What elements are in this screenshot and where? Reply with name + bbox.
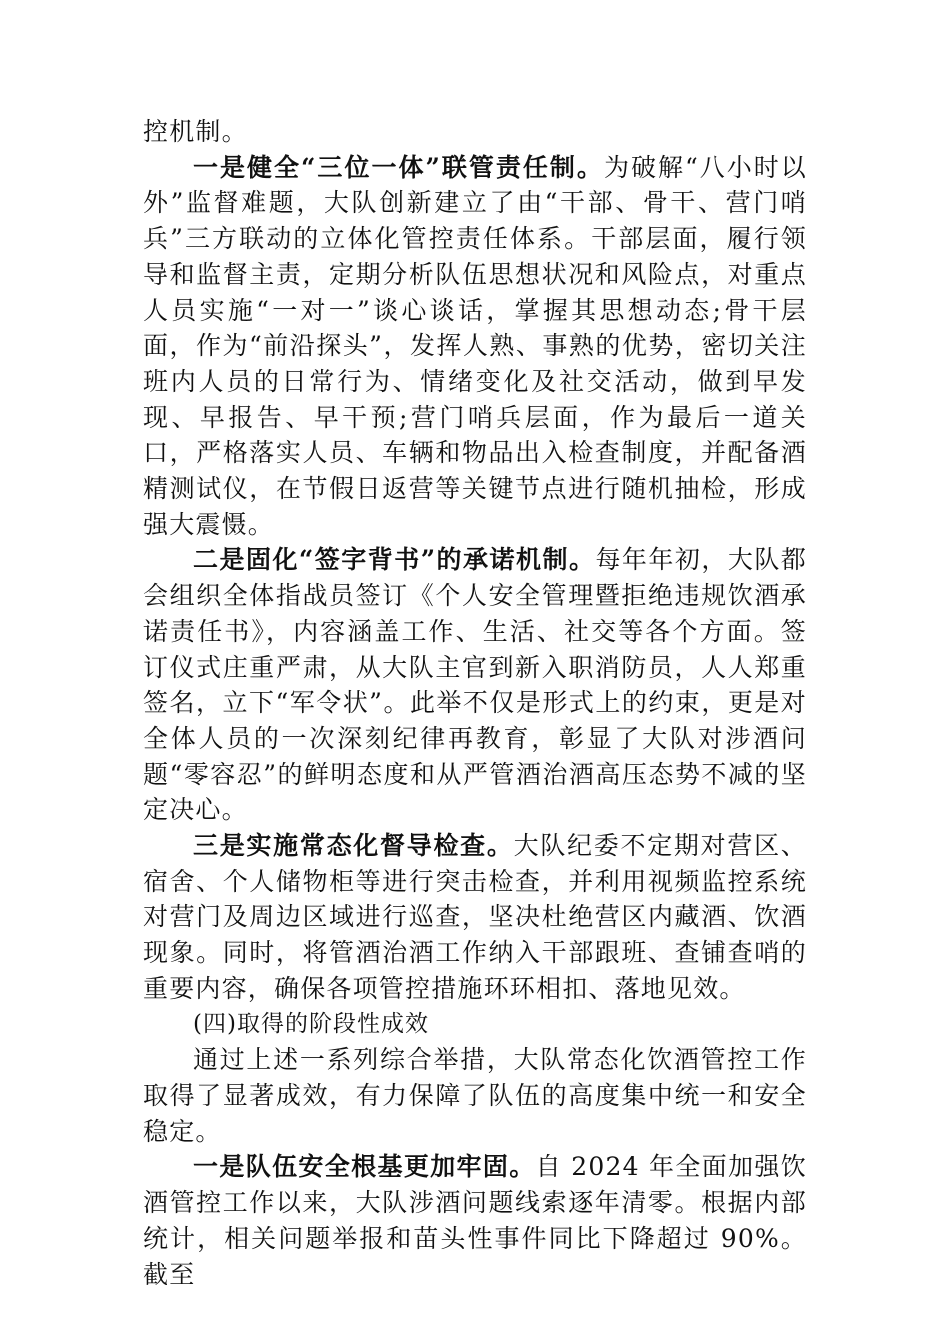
paragraph-text: 自 2024 年全面加强饮酒管控工作以来，大队涉酒问题线索逐年清零。根据内部统计，相关问题举报和苗头性事件同比下降超过 90%。截至 bbox=[143, 1152, 807, 1289]
paragraph-safety-foundation bbox=[143, 1149, 807, 1292]
paragraph-routine-inspection bbox=[143, 828, 807, 1007]
paragraph-text: 为破解“八小时以外”监督难题，大队创新建立了由“干部、骨干、营门哨兵”三方联动的立体化管控责任体系。干部层面，履行领导和监督主责，定期分析队伍思想状况和风险点，对重点人员实施“一对一”谈心谈话，掌握其思想动态;骨干层面，作为“前沿探头”，发挥人熟、事熟的优势，密切关注班内人员的日常行为、情绪变化及社交活动，做到早发现、早报告、早干预;营门哨兵层面，作为最后一道关口，严格落实人员、车辆和物品出入检查制度，并配备酒精测试仪，在节假日返营等关键节点进行随机抽检，形成强大震慑。 bbox=[143, 152, 807, 539]
paragraph-text: 大队纪委不定期对营区、宿舍、个人储物柜等进行突击检查，并利用视频监控系统对营门及周边区域进行巡查，坚决杜绝营区内藏酒、饮酒现象。同时，将管酒治酒工作纳入干部跟班、查铺查哨的重要内容，确保各项管控措施环环相扣、落地见效。 bbox=[143, 831, 808, 1003]
paragraph-text: 控机制。 bbox=[143, 117, 248, 146]
paragraph-lead: 一是健全“三位一体”联管责任制。 bbox=[193, 152, 604, 182]
paragraph-summary bbox=[143, 1042, 807, 1149]
paragraph-lead: 三是实施常态化督导检查。 bbox=[193, 831, 514, 861]
paragraph-continuation bbox=[143, 114, 807, 150]
section-heading: (四)取得的阶段性成效 bbox=[193, 1010, 429, 1037]
paragraph-lead: 一是队伍安全根基更加牢固。 bbox=[193, 1152, 536, 1182]
paragraph-lead: 二是固化“签字背书”的承诺机制。 bbox=[193, 545, 596, 575]
paragraph-text: 通过上述一系列综合举措，大队常态化饮酒管控工作取得了显著成效，有力保障了队伍的高度集中统一和安全稳定。 bbox=[143, 1045, 807, 1146]
paragraph-text: 每年年初，大队都会组织全体指战员签订《个人安全管理暨拒绝违规饮酒承诺责任书》，内容涵盖工作、生活、社交等各个方面。签订仪式庄重严肃，从大队主官到新入职消防员，人人郑重签名，立下“军令状”。此举不仅是形式上的约束，更是对全体人员的一次深刻纪律再教育，彰显了大队对涉酒问题“零容忍”的鲜明态度和从严管酒治酒高压态势不减的坚定决心。 bbox=[143, 545, 807, 825]
paragraph-signed-commitment bbox=[143, 542, 807, 828]
document-page bbox=[143, 114, 807, 1292]
paragraph-tri-party-responsibility bbox=[143, 150, 807, 543]
